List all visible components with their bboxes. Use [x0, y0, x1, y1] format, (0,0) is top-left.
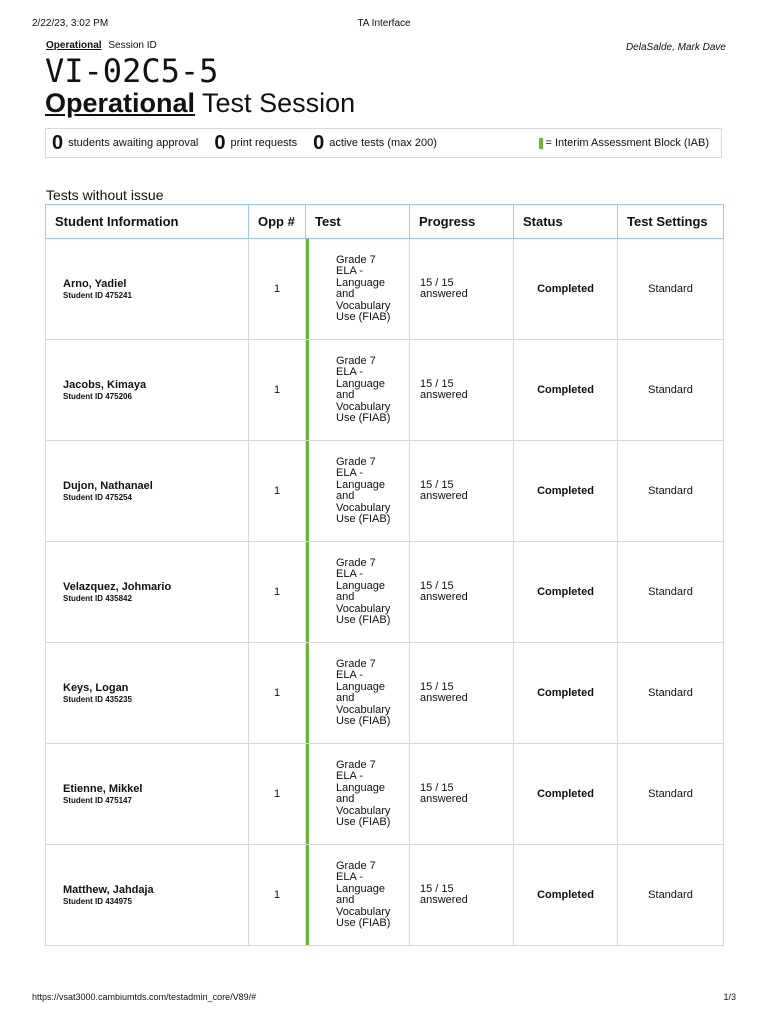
session-id: VI-02C5-5	[45, 52, 219, 90]
progress-line: 15 / 15	[420, 276, 454, 289]
progress-line: answered	[420, 591, 468, 603]
test-name-line: Grade 7	[336, 657, 376, 670]
test-cell	[306, 643, 410, 744]
operational-label: Operational	[46, 40, 102, 51]
header-status[interactable]: Status	[514, 205, 618, 239]
status-cell: Completed	[514, 845, 618, 946]
status-cell: Completed	[514, 239, 618, 340]
page-number: 1/3	[723, 992, 736, 1002]
test-name-line: Use (FIAB)	[336, 614, 391, 626]
student-name: Arno, Yadiel	[63, 278, 127, 290]
test-settings-cell[interactable]: Standard	[618, 340, 724, 441]
status-cell: Completed	[514, 643, 618, 744]
opp-cell: 1	[249, 845, 306, 946]
test-settings-cell[interactable]: Standard	[618, 643, 724, 744]
print-datetime: 2/22/23, 3:02 PM	[32, 18, 109, 29]
test-name-line: Language	[336, 478, 385, 491]
progress-line: 15 / 15	[420, 781, 454, 794]
status-cell: Completed	[514, 441, 618, 542]
print-url: https://vsat3000.cambiumtds.com/testadmin_core/V89/#	[32, 992, 257, 1002]
print-header	[32, 18, 736, 32]
test-name-line: Use (FIAB)	[336, 816, 391, 828]
page-title-operational: Operational	[45, 88, 196, 118]
tests-table	[45, 204, 724, 946]
progress-line: 15 / 15	[420, 478, 454, 491]
table-row[interactable]	[46, 845, 724, 946]
test-name-line: Vocabulary	[336, 804, 391, 817]
test-settings-cell[interactable]: Standard	[618, 845, 724, 946]
table-row[interactable]	[46, 239, 724, 340]
test-name-line: Grade 7	[336, 556, 376, 569]
test-name-line: Grade 7	[336, 253, 376, 266]
student-id: Student ID 435842	[63, 594, 132, 603]
progress-cell	[410, 441, 514, 542]
opp-cell: 1	[249, 340, 306, 441]
student-info-cell	[46, 643, 249, 744]
student-name: Keys, Logan	[63, 682, 129, 694]
iab-swatch-icon	[539, 138, 543, 149]
test-name-line: Use (FIAB)	[336, 917, 391, 929]
test-name-line: Use (FIAB)	[336, 311, 391, 323]
test-name-line: and	[336, 692, 355, 704]
opp-cell: 1	[249, 542, 306, 643]
table-row[interactable]	[46, 441, 724, 542]
header-progress[interactable]: Progress	[410, 205, 514, 239]
test-name-line: and	[336, 490, 355, 502]
page-title-rest: Test Session	[195, 88, 356, 118]
student-id: Student ID 475147	[63, 796, 132, 805]
test-name-line: Use (FIAB)	[336, 715, 391, 727]
status-cell: Completed	[514, 542, 618, 643]
student-id: Student ID 475241	[63, 291, 132, 300]
test-name-line: Vocabulary	[336, 905, 391, 918]
test-name-line: ELA -	[336, 770, 363, 782]
session-id-label: Session ID	[108, 40, 157, 51]
test-name-line: Language	[336, 377, 385, 390]
print-label: print requests	[230, 137, 298, 149]
progress-cell	[410, 845, 514, 946]
student-name: Dujon, Nathanael	[63, 480, 153, 492]
progress-line: answered	[420, 389, 468, 401]
test-settings-cell[interactable]: Standard	[618, 239, 724, 340]
opp-cell: 1	[249, 441, 306, 542]
student-id: Student ID 475206	[63, 392, 132, 401]
table-row[interactable]	[46, 542, 724, 643]
test-name-line: and	[336, 591, 355, 603]
test-cell	[306, 441, 410, 542]
header-test-settings[interactable]: Test Settings	[618, 205, 724, 239]
test-name-line: Vocabulary	[336, 299, 391, 312]
progress-cell	[410, 239, 514, 340]
test-name-line: Language	[336, 276, 385, 289]
session-label	[46, 40, 157, 51]
awaiting-count: 0	[52, 131, 64, 154]
iab-legend-label: = Interim Assessment Block (IAB)	[545, 137, 709, 149]
opp-cell: 1	[249, 643, 306, 744]
table-row[interactable]	[46, 340, 724, 441]
test-name-line: Use (FIAB)	[336, 412, 391, 424]
awaiting-label: students awaiting approval	[68, 137, 199, 149]
section-title: Tests without issue	[46, 187, 164, 203]
progress-line: answered	[420, 793, 468, 805]
progress-line: 15 / 15	[420, 579, 454, 592]
test-cell	[306, 542, 410, 643]
print-title: TA Interface	[357, 18, 411, 29]
test-name-line: and	[336, 793, 355, 805]
test-name-line: Grade 7	[336, 758, 376, 771]
student-info-cell	[46, 845, 249, 946]
test-name-line: Grade 7	[336, 455, 376, 468]
student-name: Velazquez, Johmario	[63, 581, 172, 593]
test-cell	[306, 744, 410, 845]
test-name-line: ELA -	[336, 568, 363, 580]
test-name-line: Grade 7	[336, 859, 376, 872]
student-info-cell	[46, 441, 249, 542]
awaiting-approval-summary[interactable]	[46, 132, 198, 155]
header-opp[interactable]: Opp #	[249, 205, 306, 239]
student-id: Student ID 475254	[63, 493, 132, 502]
status-cell: Completed	[514, 340, 618, 441]
test-cell	[306, 340, 410, 441]
table-row[interactable]	[46, 643, 724, 744]
progress-line: answered	[420, 894, 468, 906]
test-name-line: Vocabulary	[336, 400, 391, 413]
progress-line: answered	[420, 288, 468, 300]
student-id: Student ID 435235	[63, 695, 132, 704]
header-student-information[interactable]: Student Information	[46, 205, 249, 239]
test-name-line: Vocabulary	[336, 602, 391, 615]
print-count: 0	[214, 131, 226, 154]
progress-line: answered	[420, 692, 468, 704]
progress-line: answered	[420, 490, 468, 502]
test-settings-cell[interactable]: Standard	[618, 542, 724, 643]
status-cell: Completed	[514, 744, 618, 845]
opp-cell: 1	[249, 744, 306, 845]
student-info-cell	[46, 542, 249, 643]
progress-cell	[410, 643, 514, 744]
test-name-line: Vocabulary	[336, 501, 391, 514]
iab-legend	[539, 137, 709, 149]
test-name-line: and	[336, 389, 355, 401]
summary-bar	[45, 128, 722, 158]
test-name-line: ELA -	[336, 265, 363, 277]
test-name-line: Language	[336, 579, 385, 592]
test-name-line: Grade 7	[336, 354, 376, 367]
test-name-line: and	[336, 894, 355, 906]
progress-line: 15 / 15	[420, 882, 454, 895]
progress-cell	[410, 744, 514, 845]
test-name-line: Vocabulary	[336, 703, 391, 716]
print-requests-summary[interactable]	[208, 132, 297, 155]
active-count: 0	[313, 131, 325, 154]
test-name-line: ELA -	[336, 669, 363, 681]
test-settings-cell[interactable]: Standard	[618, 441, 724, 542]
student-info-cell	[46, 744, 249, 845]
progress-line: 15 / 15	[420, 377, 454, 390]
test-name-line: ELA -	[336, 467, 363, 479]
student-name: Jacobs, Kimaya	[63, 379, 147, 391]
test-name-line: Use (FIAB)	[336, 513, 391, 525]
progress-cell	[410, 340, 514, 441]
test-name-line: Language	[336, 680, 385, 693]
active-max: (max 200)	[387, 137, 437, 149]
page-title	[45, 88, 355, 119]
test-cell	[306, 845, 410, 946]
test-name-line: and	[336, 288, 355, 300]
user-name: DelaSalde, Mark Dave	[625, 42, 726, 53]
student-name: Etienne, Mikkel	[63, 783, 143, 795]
test-name-line: Language	[336, 781, 385, 794]
table-header-row	[46, 205, 724, 239]
header-test[interactable]: Test	[306, 205, 410, 239]
test-name-line: ELA -	[336, 871, 363, 883]
student-name: Matthew, Jahdaja	[63, 884, 154, 896]
active-tests-summary	[307, 132, 437, 155]
student-id: Student ID 434975	[63, 897, 132, 906]
test-name-line: Language	[336, 882, 385, 895]
test-cell	[306, 239, 410, 340]
test-name-line: ELA -	[336, 366, 363, 378]
progress-cell	[410, 542, 514, 643]
opp-cell: 1	[249, 239, 306, 340]
test-settings-cell[interactable]: Standard	[618, 744, 724, 845]
student-info-cell	[46, 340, 249, 441]
progress-line: 15 / 15	[420, 680, 454, 693]
student-info-cell	[46, 239, 249, 340]
table-row[interactable]	[46, 744, 724, 845]
active-label: active tests	[329, 137, 385, 149]
